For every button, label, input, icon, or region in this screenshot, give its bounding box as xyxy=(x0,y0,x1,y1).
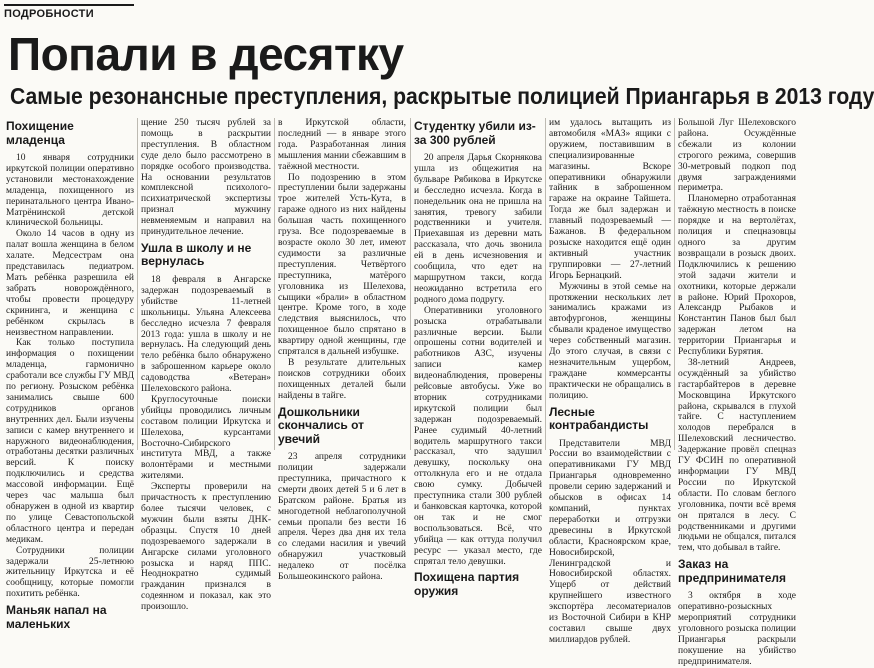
subhead-preschoolers: Дошкольники скончались от увечий xyxy=(278,404,365,446)
column-4 xyxy=(414,118,542,598)
paragraph: Сотрудники полиции задержали 25-летнюю жительницу Иркутска и её сообщницу, которые помогли похитить ребёнка. xyxy=(6,545,134,600)
column-3 xyxy=(278,118,406,583)
section-label: ПОДРОБНОСТИ xyxy=(4,4,134,20)
article-columns xyxy=(6,118,796,667)
paragraph: Эксперты проверили на причастность к преступлению более тысячи человек, с мужчин были взяты ДНК-образцы. Спустя 10 дней подозреваемого задержали в Ангарске силами уголовного розыска и наряд ППС. Неоднократно судимый гражданин признался в содеянном и показал, как это произошло. xyxy=(141,482,271,613)
paragraph: 20 апреля Дарья Скорнякова ушла из общежития на бульваре Рябикова в Иркутске и бесследно исчезла. Когда в понедельник она не пришла на занятия, тревогу забили родственники и учителя. Приехавшая из деревни мать рассказала, что дочь звонила ей в день исчезновения и сообщила, что едет на маршрутном такси, когда неожиданно встретила его родного дома подругу. xyxy=(414,153,542,305)
paragraph: По подозрению в этом преступлении были задержаны трое жителей Усть-Кута, в гараже одного из них найдены большая часть похищенного груза. Все подозреваемые в возрасте около 30 лет, имеют судимости за различные преступления. Четвёртого преступника, матёрого уголовника из Шелехова, сыщики «брали» в областном центре. Кроме того, в ходе следствия выяснилось, что похищенное было спрятано в квартиру одной женщины, где спрятался в дальней избушке. xyxy=(278,172,406,358)
subhead-school-girl: Ушла в школу и не вернулась xyxy=(141,240,252,269)
column-rule xyxy=(545,118,546,450)
paragraph: 3 октября в ходе оперативно-розыскных мероприятий сотрудники уголовного розыска полиции Приангарья раскрыли покушение на убийство предпринимателя. xyxy=(678,591,796,667)
subhead-forest-smugglers: Лесные контрабандисты xyxy=(549,404,649,433)
column-6 xyxy=(678,118,796,667)
paragraph: Круглосуточные поиски убийцы проводились личным составом полиции Иркутска и Шелехова, курсантами Восточно-Сибирского института МВД, а также волонтёрами и местными жителями. xyxy=(141,394,271,482)
subhead-maniac: Маньяк напал на маленьких xyxy=(6,603,107,631)
paragraph: им удалось вытащить из автомобиля «МАЗ» ящики с оружием, поставившим в специализированные магазины. Вскоре оперативники обнаружили тайник в заброшенном гараже на окраине Тайшета. Тогда же был задержан и главный подозреваемый — Бажанов. В федеральном розыске находится ещё один активный участник группировки — 27-летний Игорь Бернацкий. xyxy=(549,118,671,281)
paragraph: 10 января сотрудники иркутской полиции оперативно установили местонахождение младенца, похищенного из перинатального центра Ивано-Матрёнинской детской клинической больницы. xyxy=(6,153,134,229)
column-1 xyxy=(6,118,134,631)
subhead-contract-killing: Заказ на предпринимателя xyxy=(678,557,787,585)
column-rule xyxy=(674,118,675,450)
column-2 xyxy=(141,118,271,613)
paragraph: Как только поступила информация о похищении младенца, гармонично сработали все службы ГУ МВД по региону. Розыском ребёнка занимались свыше 600 сотрудников органов внутренних дел. Были изучены записи с камер внутреннего и наружного видеонаблюдения, отработаны десятки различных версий. К поиску подключились и средства массовой информации. Ещё через час малыша был обнаружен в одной из квартир по улице Севастопольской областного центра и передан медикам. xyxy=(6,338,134,545)
column-rule xyxy=(410,118,411,450)
paragraph: 38-летний Андреев, осуждённый за убийство гастарбайтеров в деревне Московщина Иркутского района, скрывался в глухой тайге. С наступлением холодов перебрался в Шелеховский лесничество. Задержание провёл спецназ ГУ ФСИН по оперативной информации ГУ МВД России по Иркутской области. По словам беглого уголовника, почти всё время он прятался в лесу. С родственниками и другими людьми не общался, питался тем, что добывал в тайге. xyxy=(678,357,796,554)
paragraph: В результате длительных поисков сотрудники обоих похищенных деталей были найдены в тайге. xyxy=(278,357,406,401)
paragraph: 23 апреля сотрудники полиции задержали преступника, причастного к смерти двоих детей 5 и 6 лет в Братском районе. Братья из многодетной неблагополучной семьи пропали без вести 16 апреля. Через два дня их тела со следами насилия и увечий обнаружил участковый недалеко от посёлка Большеокинского района. xyxy=(278,452,406,583)
headline: Попали в десятку xyxy=(8,28,404,80)
paragraph: в Иркутской области, последний — в январе этого года. Разработанная линия мышления мании сбежавшим в таёжной местности. xyxy=(278,118,406,172)
paragraph: Мужчины в этой семье на протяжении нескольких лет занимались кражами из автофургонов, женщины сбывали краденое имущество через собственный магазин. До этого случая, в связи с незначительным ущербом, граждане коммерсанты практически не обращались в полицию. xyxy=(549,281,671,401)
subhead-weapons-theft: Похищена партия оружия xyxy=(414,570,520,598)
paragraph: 18 февраля в Ангарске задержан подозреваемый в убийстве 11-летней школьницы. Ульяна Алексеева бесследно исчезла 7 февраля 2013 года: ушла в школу и не вернулась. На следующий день тело ребёнка было обнаружено в заброшенном карьере около садоводства «Ветеран» Шелеховского района. xyxy=(141,274,271,395)
column-rule xyxy=(137,118,138,450)
paragraph: Около 14 часов в одну из палат вошла женщина в белом халате. Медсестрам она представилась педиатром. Мать ребёнка разрешила ей забрать новорождённого, чтобы провести процедуру скрининга, и женщина с ребёнком скрылась в неизвестном направлении. xyxy=(6,229,134,338)
column-5 xyxy=(549,118,671,645)
paragraph: Представители МВД России во взаимодействии с оперативниками ГУ МВД Приангарья одновременно провели серию задержаний и обысков в офисах 14 компаний, пунктах переработки и отгрузки древесины в Иркутской области, Красноярском крае, Новосибирской, Ленинградской и Новосибирской областях. Ущерб от действий крупнейшего известного экспортёра лесоматериалов из Восточной Сибири в КНР составил свыше двух миллиардов рублей. xyxy=(549,438,671,645)
paragraph: щение 250 тысяч рублей за помощь в раскрытии преступления. В областном суде дело было рассмотрено в порядке особого производства. На основании результатов комплексной психолого-психиатрической экспертизы признал мужчину невменяемым и направил на принудительное лечение. xyxy=(141,118,271,238)
paragraph: Планомерно отработанная таёжную местность в поиске порядке и на вертолётах, полиция и спецназовцы одного за другим возвращали в розыск двоих. Подключились к решению этой задачи жители и охотники, которые держали в районе. Юрий Прохоров, Александр Рыбаков и Константин Панов был был задержан летом на территории Приангарья и Республики Бурятия. xyxy=(678,194,796,358)
subheadline: Самые резонансные преступления, раскрытые полицией Приангарья в 2013 году xyxy=(10,83,874,109)
subhead-infant-kidnapping: Похищение младенца xyxy=(6,119,74,147)
paragraph: Большой Луг Шелеховского района. Осуждённые сбежали из колонии строгого режима, совершив 30-метровый подкоп под двумя заграждениями периметра. xyxy=(678,118,796,194)
column-rule xyxy=(274,118,275,450)
subhead-student-murder: Студентку убили из-за 300 рублей xyxy=(414,119,536,147)
paragraph: Оперативники уголовного розыска отрабатывали различные версии. Были опрошены сотни водителей и работников АЗС, изучены записи камер видеонаблюдения, проверены рейсовые автобусы. Уже во вторник сотрудниками иркутской полиции был задержан подозреваемый. Ранее судимый 40-летний водитель маршрутного такси рассказал, что задушил девушку, поскольку она оттолкнула его и не отдала свою сумку. Добычей преступника стали 300 рублей и банковская карточка, которой он так и не смог воспользоваться. Всё, что убийца — как оттуда получил ресурс — указал место, где спрятал тело девушки. xyxy=(414,305,542,567)
